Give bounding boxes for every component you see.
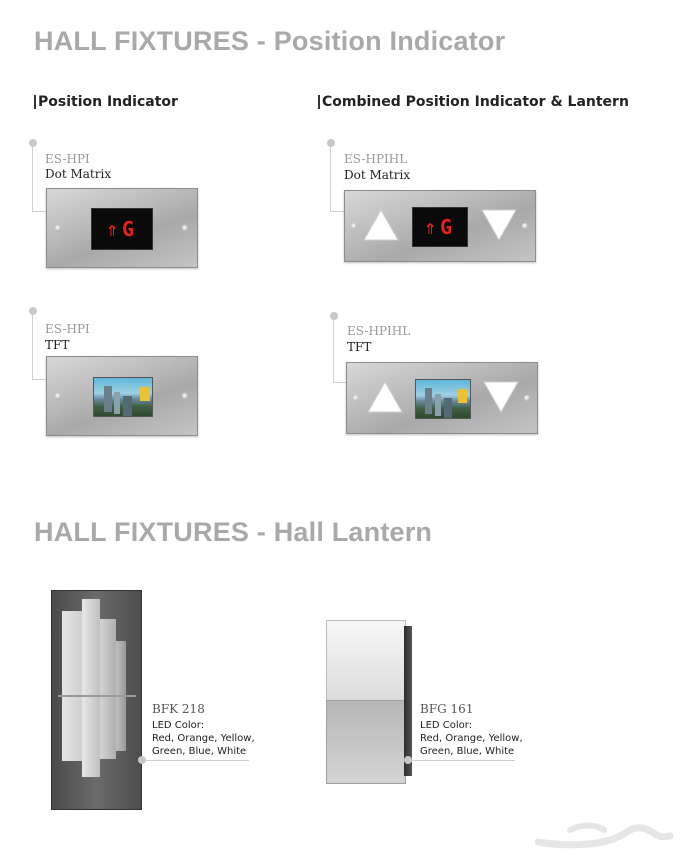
tft-skyline-building bbox=[444, 398, 452, 418]
product-code: BFK 218 bbox=[152, 702, 205, 716]
lantern-panel-bfk-218 bbox=[51, 590, 142, 810]
section-title-hall-lantern: HALL FIXTURES - Hall Lantern bbox=[34, 517, 433, 547]
lantern-light-panel-bfg-161 bbox=[326, 620, 406, 710]
dot-matrix-display bbox=[91, 208, 153, 250]
tft-skyline-building bbox=[104, 386, 112, 412]
lantern-crystal-segment bbox=[100, 619, 116, 759]
dot-matrix-display bbox=[412, 207, 468, 247]
product-code: BFG 161 bbox=[420, 702, 474, 716]
product-code: ES-HPI bbox=[45, 322, 90, 336]
led-color-list: Red, Orange, Yellow, bbox=[152, 733, 255, 744]
screw-icon bbox=[55, 225, 61, 231]
product-description: Dot Matrix bbox=[45, 167, 112, 181]
lantern-crystal-segment bbox=[62, 611, 82, 761]
callout-line bbox=[145, 760, 249, 761]
screw-icon bbox=[55, 393, 61, 399]
floor-indicator-text: ⇑G bbox=[105, 217, 139, 241]
led-color-label: LED Color: bbox=[152, 720, 205, 731]
callout-dot bbox=[29, 307, 37, 315]
product-code: ES-HPI bbox=[45, 152, 90, 166]
indicator-plate bbox=[46, 356, 198, 436]
tft-skyline-building bbox=[425, 388, 432, 414]
callout-line bbox=[330, 146, 331, 212]
indicator-lantern-plate bbox=[346, 362, 538, 434]
screw-icon bbox=[182, 393, 188, 399]
tft-display bbox=[415, 379, 471, 419]
lantern-side-edge bbox=[404, 626, 412, 776]
callout-line bbox=[411, 760, 515, 761]
tft-skyline-building bbox=[123, 396, 132, 416]
callout-line bbox=[32, 146, 33, 212]
callout-dot bbox=[327, 139, 335, 147]
floor-indicator-text: ⇑G bbox=[423, 215, 457, 239]
product-description: TFT bbox=[347, 340, 372, 354]
screw-icon bbox=[353, 395, 359, 401]
callout-dot bbox=[29, 139, 37, 147]
led-color-label: LED Color: bbox=[420, 720, 473, 731]
tft-display bbox=[93, 377, 153, 417]
product-code: ES-HPIHL bbox=[344, 152, 408, 166]
haraj-logo-watermark-icon bbox=[530, 812, 680, 852]
lantern-divider bbox=[58, 695, 136, 697]
screw-icon bbox=[522, 223, 528, 229]
callout-line bbox=[32, 314, 33, 380]
lantern-base-panel-bfg-161 bbox=[326, 700, 406, 784]
led-color-list: Green, Blue, White bbox=[420, 746, 515, 757]
callout-line bbox=[32, 211, 46, 212]
heading-position-indicator: Position Indicator bbox=[34, 94, 178, 110]
product-description: Dot Matrix bbox=[344, 168, 411, 182]
callout-dot bbox=[330, 312, 338, 320]
heading-combined-indicator-lantern: Combined Position Indicator & Lantern bbox=[318, 94, 629, 110]
down-arrow-icon bbox=[483, 380, 519, 414]
up-arrow-icon bbox=[367, 380, 403, 414]
tft-skyline-building bbox=[435, 394, 441, 416]
product-code: ES-HPIHL bbox=[347, 324, 411, 338]
tft-floor-badge bbox=[140, 387, 150, 401]
callout-line bbox=[32, 379, 46, 380]
screw-icon bbox=[182, 225, 188, 231]
up-arrow-icon bbox=[363, 208, 399, 242]
product-description: TFT bbox=[45, 338, 70, 352]
lantern-crystal-segment bbox=[82, 599, 100, 777]
tft-skyline-building bbox=[114, 392, 120, 414]
screw-icon bbox=[524, 395, 530, 401]
led-color-list: Red, Orange, Yellow, bbox=[420, 733, 523, 744]
section-title-position-indicator: HALL FIXTURES - Position Indicator bbox=[34, 26, 506, 56]
indicator-plate bbox=[46, 188, 198, 268]
callout-line bbox=[333, 382, 347, 383]
led-color-list: Green, Blue, White bbox=[152, 746, 247, 757]
indicator-lantern-plate bbox=[344, 190, 536, 262]
screw-icon bbox=[351, 223, 357, 229]
callout-line bbox=[333, 319, 334, 383]
down-arrow-icon bbox=[481, 208, 517, 242]
tft-floor-badge bbox=[458, 389, 467, 403]
